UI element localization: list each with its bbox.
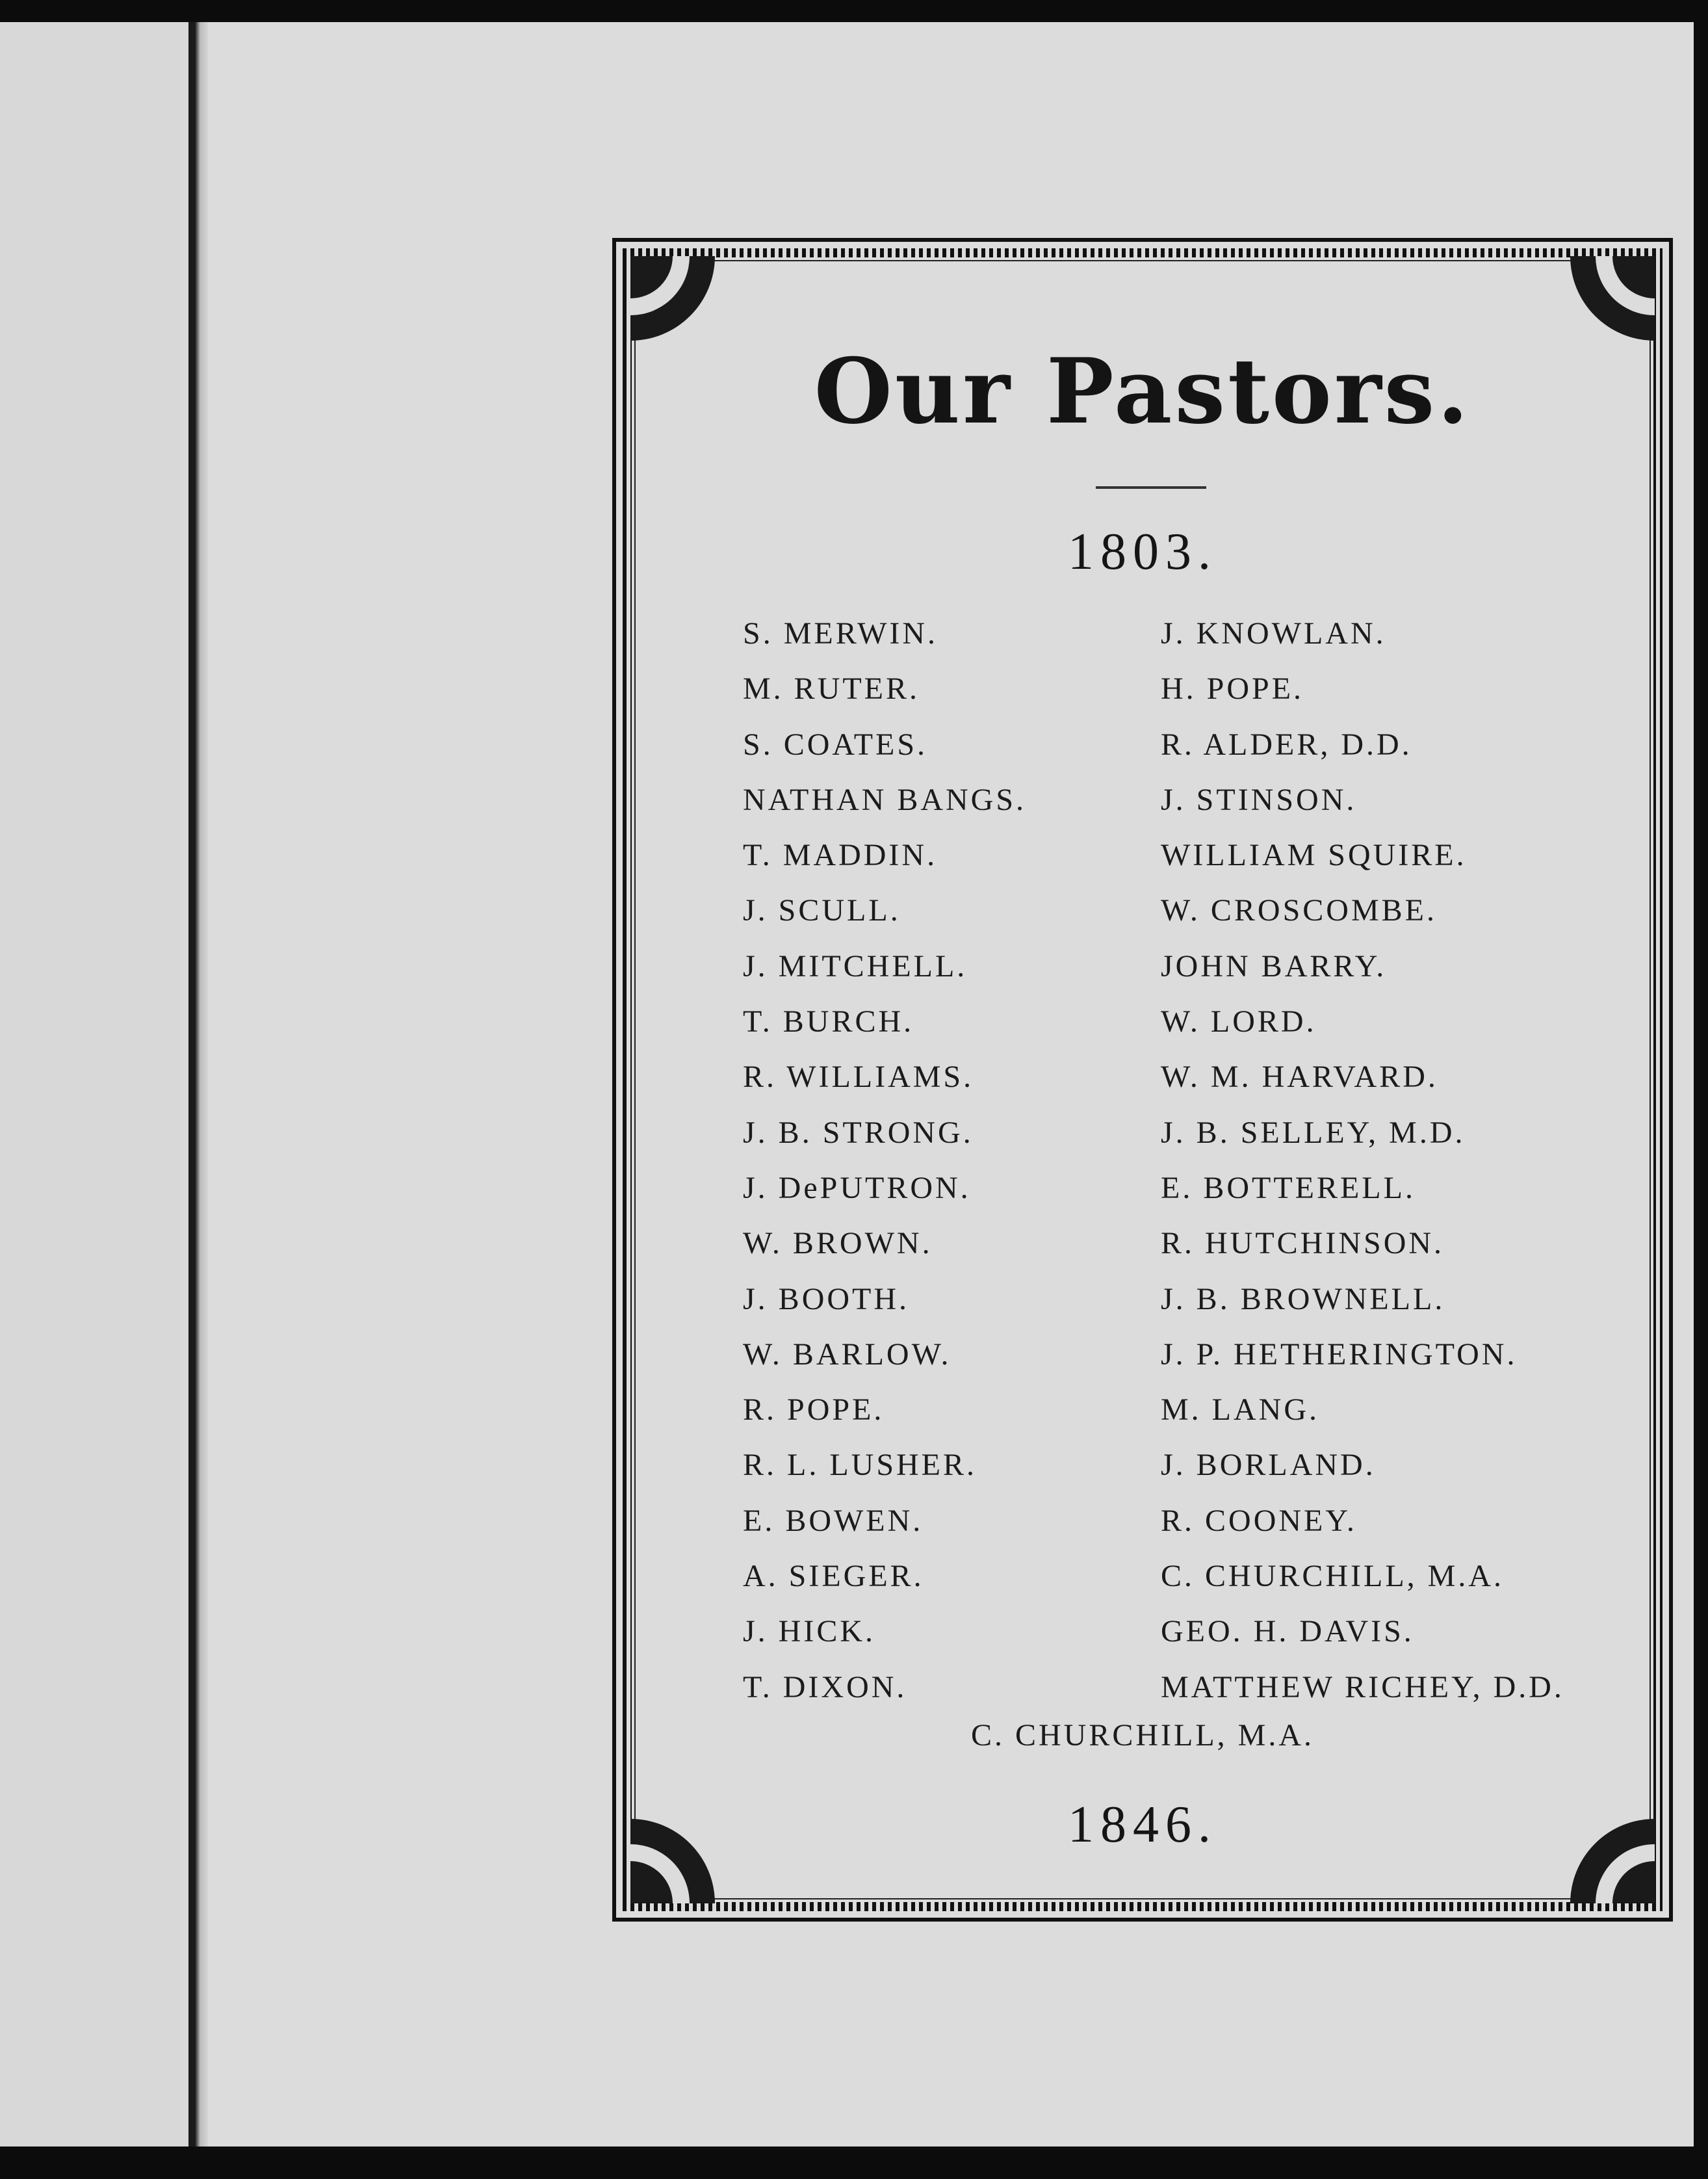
pastor-name: M. LANG. [1161,1392,1319,1428]
pastor-name: NATHAN BANGS. [743,782,1027,817]
pastor-name: E. BOWEN. [743,1503,924,1538]
corner-ornament-icon [1570,256,1655,341]
pastor-name: W. BARLOW. [743,1337,951,1372]
pastor-name: A. SIEGER. [743,1559,924,1594]
pastor-name: R. COONEY. [1161,1503,1357,1538]
book-gutter [188,22,208,2146]
pastor-name: R. POPE. [743,1392,885,1428]
corner-ornament-icon [630,1819,715,1903]
pastor-name: T. MADDIN. [743,838,938,873]
pastor-name: W. LORD. [1161,1004,1317,1039]
left-page-edge [0,22,188,2146]
pastor-list-left [743,606,1026,1715]
pastor-name: MATTHEW RICHEY, D.D. [1161,1669,1564,1704]
pastor-name: J. P. HETHERINGTON. [1161,1337,1518,1372]
pastor-name: J. SCULL. [743,893,901,928]
ornamental-frame [612,238,1673,1922]
pastor-name: GEO. H. DAVIS. [1161,1614,1414,1649]
pastor-name: WILLIAM SQUIRE. [1161,838,1467,873]
pastor-name: E. BOTTERELL. [1161,1170,1416,1205]
pastor-list-right [1161,606,1564,1715]
pastor-name: J. DePUTRON. [743,1170,971,1205]
pastor-name: J. B. SELLEY, M.D. [1161,1115,1466,1150]
page [208,22,1694,2146]
pastor-name: J. BOOTH. [743,1281,910,1316]
pastor-name: H. POPE. [1161,672,1304,707]
corner-ornament-icon [630,256,715,341]
pastor-name: W. M. HARVARD. [1161,1060,1438,1095]
pastor-name: R. ALDER, D.D. [1161,727,1412,762]
pastor-name: J. B. BROWNELL. [1161,1281,1445,1316]
end-year: 1846. [1068,1796,1217,1853]
pastor-name: J. HICK. [743,1614,876,1649]
corner-ornament-icon [1570,1819,1655,1903]
pastor-name: J. B. STRONG. [743,1115,974,1150]
page-title: Our Pastors. [814,338,1471,444]
pastor-name: JOHN BARRY. [1161,948,1387,984]
final-pastor: C. CHURCHILL, M.A. [970,1718,1315,1753]
title-divider [1096,486,1206,489]
pastor-name: T. BURCH. [743,1004,914,1039]
pastor-name: J. BORLAND. [1161,1448,1376,1483]
pastor-name: J. KNOWLAN. [1161,616,1386,651]
pastor-name: J. MITCHELL. [743,948,968,984]
pastor-name: M. RUTER. [743,672,920,707]
pastor-name: S. COATES. [743,727,928,762]
start-year: 1803. [1068,523,1217,581]
pastor-name: W. CROSCOMBE. [1161,893,1437,928]
pastor-name: S. MERWIN. [743,616,938,651]
pastor-name: R. HUTCHINSON. [1161,1226,1445,1261]
pastor-name: R. L. LUSHER. [743,1448,977,1483]
pastor-name: R. WILLIAMS. [743,1060,974,1095]
pastor-name: C. CHURCHILL, M.A. [1161,1559,1505,1594]
pastor-name: J. STINSON. [1161,782,1357,817]
pastor-name: T. DIXON. [743,1669,907,1704]
pastor-name: W. BROWN. [743,1226,933,1261]
